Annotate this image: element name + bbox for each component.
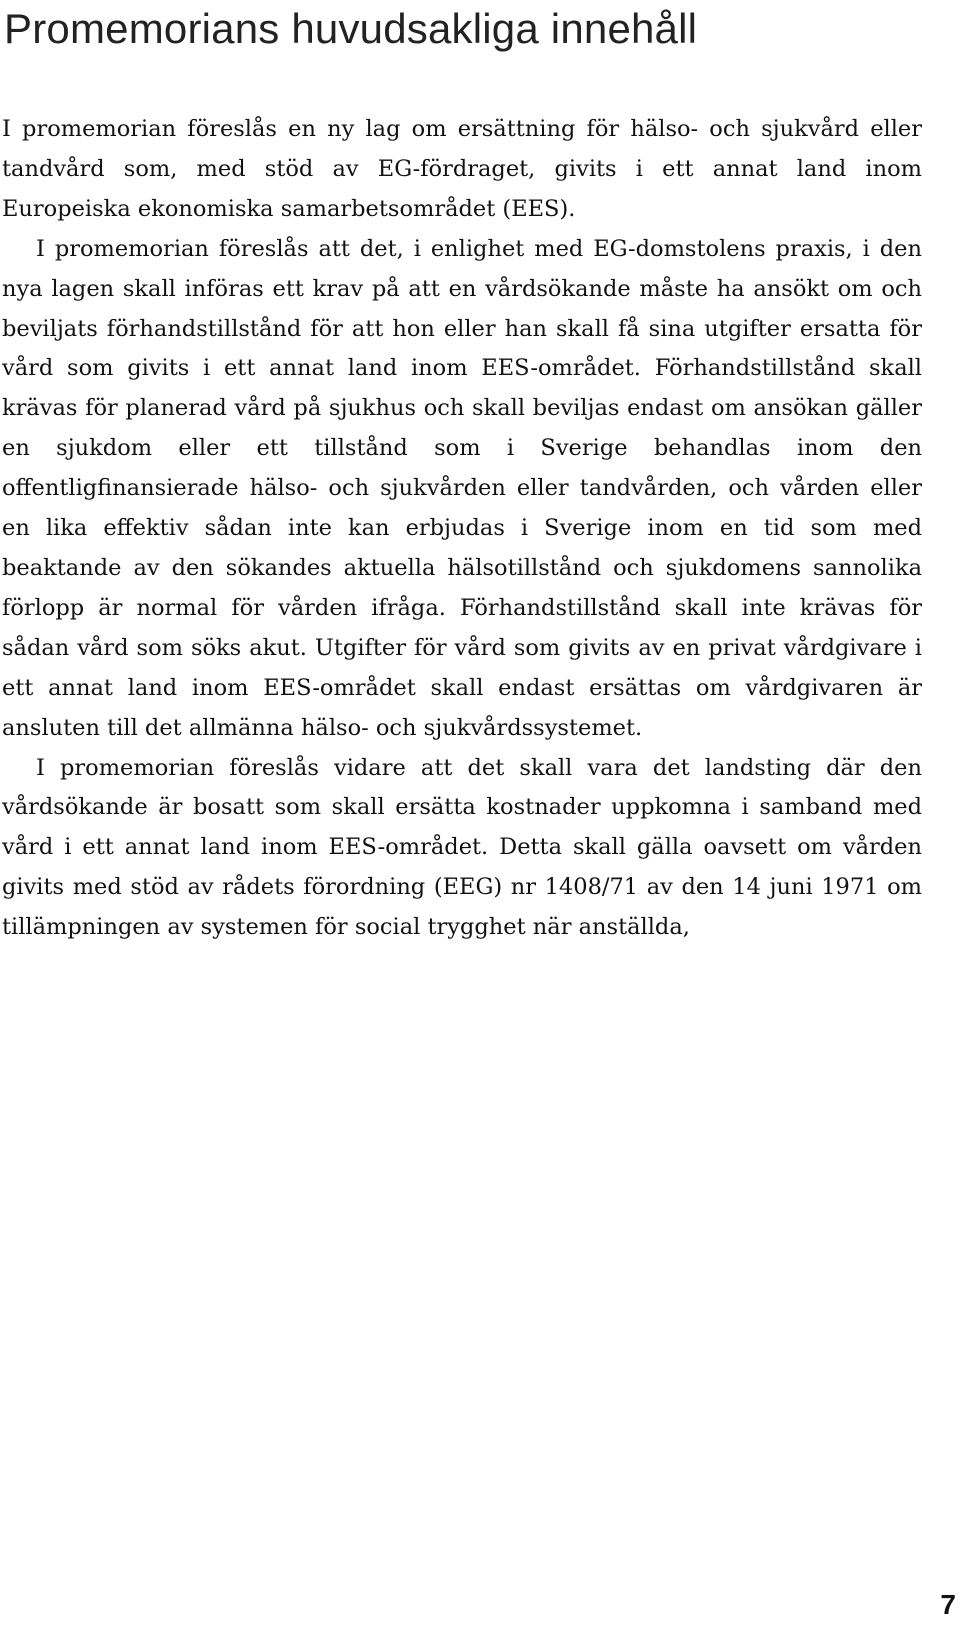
page-title: Promemorians huvudsakliga innehåll: [4, 5, 698, 52]
body-text: [2, 110, 922, 948]
page-number: 7: [940, 1589, 956, 1620]
paragraph-1: I promemorian föreslås en ny lag om ersättning för hälso- och sjukvård eller tandvård som, med stöd av EG-fördraget, givits i ett annat land inom Europeiska ekonomiska samarbetsområdet (EES).: [2, 116, 922, 222]
paragraph-2: I promemorian föreslås att det, i enlighet med EG-domstolens praxis, i den nya lagen skall införas ett krav på att en vårdsökande måste ha ansökt om och beviljats förhandstillstånd för att hon eller han skall få sina utgifter ersatta för vård som givits i ett annat land inom EES-området. Förhandstillstånd skall krävas för planerad vård på sjukhus och skall beviljas endast om ansökan gäller en sjukdom eller ett tillstånd som i Sverige behandlas inom den offentligfinansierade hälso- och sjukvården eller tandvården, och vården eller en lika effektiv sådan inte kan erbjudas i Sverige inom en tid som med beaktande av den sökandes aktuella hälsotillstånd och sjukdomens sannolika förlopp är normal för vården ifråga. Förhandstillstånd skall inte krävas för sådan vård som söks akut. Utgifter för vård som givits av en privat vårdgivare i ett annat land inom EES-området skall endast ersättas om vårdgivaren är ansluten till det allmänna hälso- och sjukvårdssystemet.: [2, 235, 922, 741]
paragraph-3: I promemorian föreslås vidare att det skall vara det landsting där den vårdsökande är bosatt som skall ersätta kostnader uppkomna i samband med vård i ett annat land inom EES-området. Detta skall gälla oavsett om vården givits med stöd av rådets förordning (EEG) nr 1408/71 av den 14 juni 1971 om tillämpningen av systemen för social trygghet när anställda,: [2, 754, 922, 941]
